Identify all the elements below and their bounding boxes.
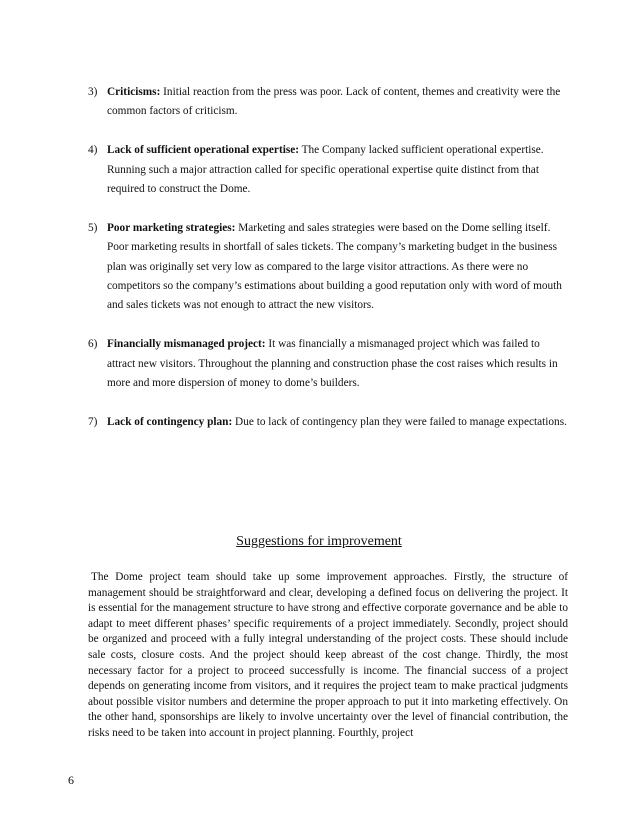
list-item-title: Poor marketing strategies: [107, 221, 236, 234]
list-item-text: Initial reaction from the press was poor. Lack of content, themes and creativity were the common factors of criticism. [107, 86, 561, 118]
list-item-title: Criticisms: [107, 86, 161, 98]
spacer [88, 316, 568, 335]
list-item [88, 219, 568, 316]
list-item [88, 141, 568, 199]
list-item-text: Marketing and sales strategies were based on the Dome selling itself. Poor marketing results in shortfall of sales tickets. The company’s marketing budget in the business plan was originally set very low as compared to the large visitor attractions. As there were no competitors so the company’s estimations about building a good reputation only with word of mouth and sales tickets was not enough to attract the new visitors. [107, 221, 562, 312]
list-number: 7) [88, 415, 98, 428]
spacer [88, 393, 568, 412]
body-paragraph: The Dome project team should take up some improvement approaches. Firstly, the structure of management should be straightforward and clear, developing a defined focus on delivering the project. It is essential for the management structure to have strong and effective corporate governance and be able to adapt to meet different phases’ specific requirements of a project immediately. Secondly, project should be organized and proceed with a fully integral understanding of the project costs. These should include sale costs, closure costs. And the project should keep abreast of the cost change. Thirdly, the most necessary factor for a project to proceed successfully is income. The financial success of a project depends on generating income from visitors, and it requires the project team to make practical judgments about possible visitor numbers and determine the proper approach to put it into marketing effectively. On the other hand, sponsorships are likely to involve uncertainty over the level of financial contribution, the risks need to be taken into account in project planning. Fourthly, project [88, 571, 568, 739]
spacer [88, 199, 568, 218]
list-number: 4) [88, 144, 98, 157]
page-number: 6 [68, 773, 74, 787]
spacer [88, 122, 568, 141]
list-item-title: Financially mismanaged project: [107, 338, 266, 351]
list-item-text: The Company lacked sufficient operational expertise. Running such a major attraction called for specific operational expertise quite distinct from that required to construct the Dome. [107, 144, 544, 196]
list-item [88, 413, 568, 432]
list-item-title: Lack of sufficient operational expertise: [107, 144, 300, 157]
list-item [88, 83, 568, 122]
list-number: 5) [88, 221, 98, 234]
list-number: 6) [88, 338, 98, 351]
list-item-text: Due to lack of contingency plan they were failed to manage expectations. [232, 415, 567, 428]
problems-list [88, 83, 568, 432]
section-heading: Suggestions for improvement [236, 534, 402, 549]
list-item-title: Lack of contingency plan: [107, 415, 233, 428]
list-number: 3) [88, 86, 98, 98]
list-item [88, 335, 568, 393]
list-item-text: It was financially a mismanaged project which was failed to attract new visitors. Throughout the planning and construction phase the cost raises which results in more and more dispersion of money to dome’s builders. [107, 338, 558, 390]
